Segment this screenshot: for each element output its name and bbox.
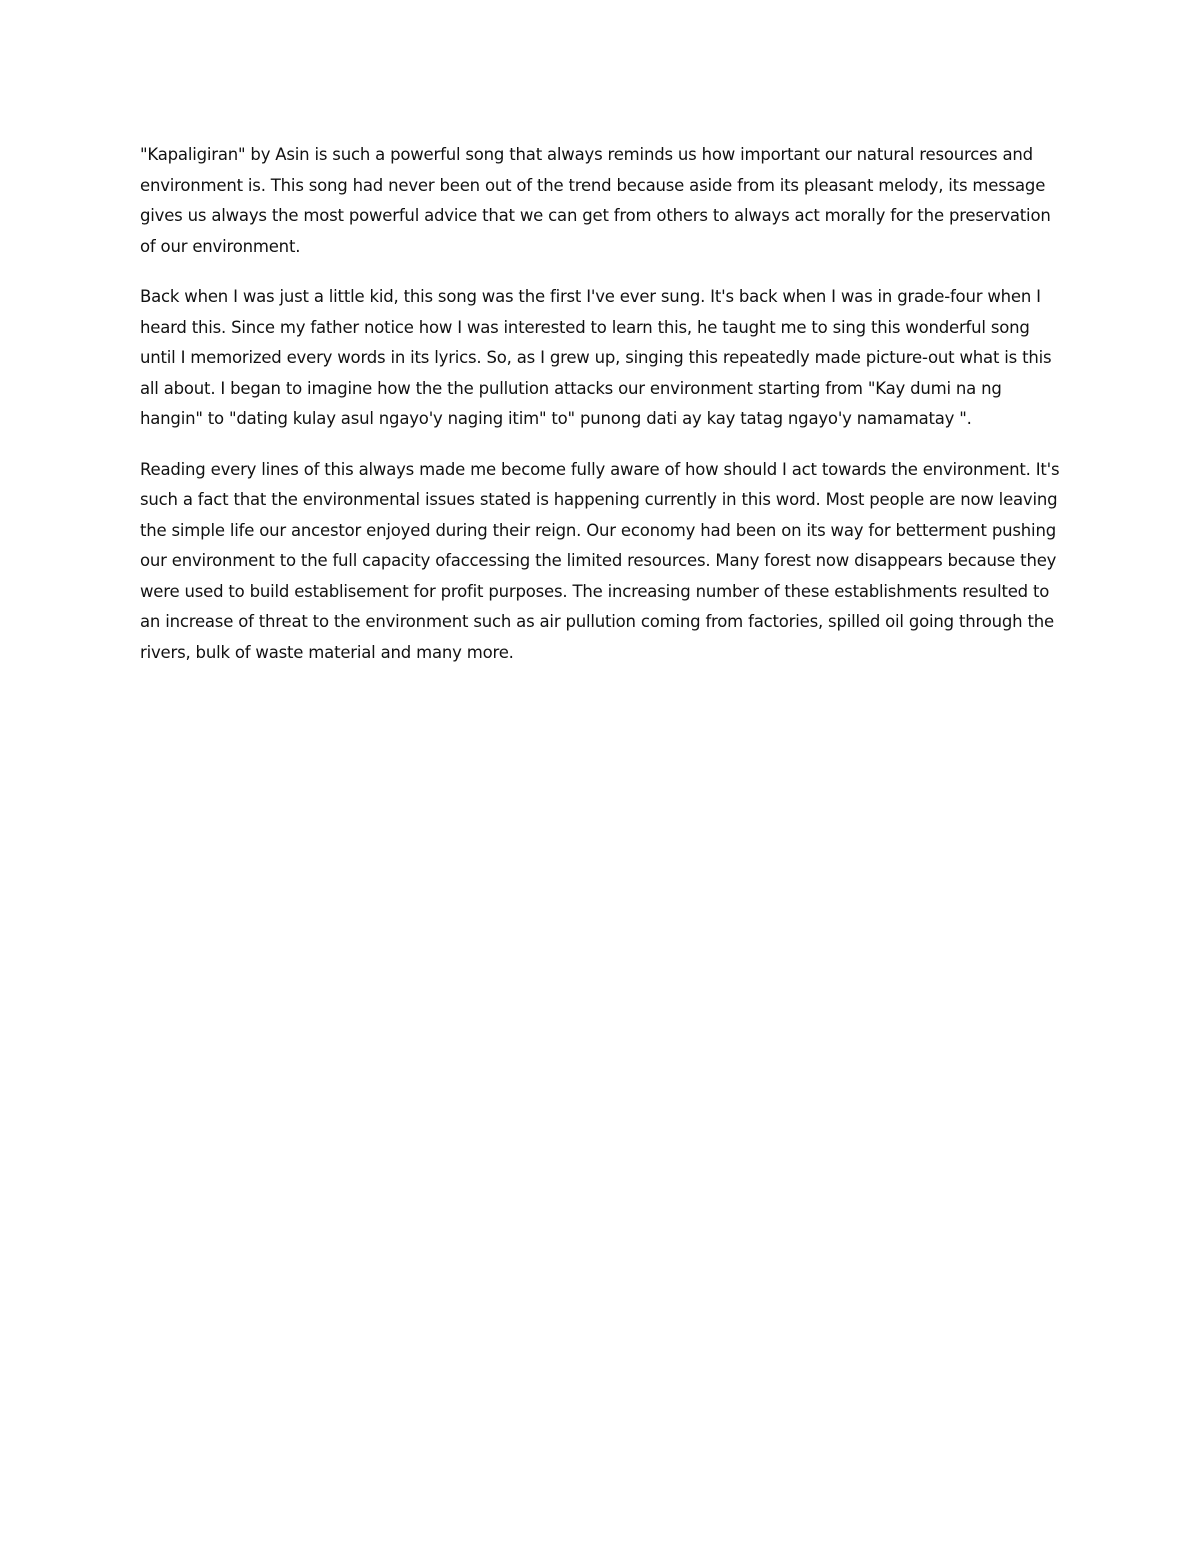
paragraph-2: Back when I was just a little kid, this song was the first I've ever sung. It's back when I was in grade-four when I heard this. Since my father notice how I was interested to learn this, he taught me to sing this wonderful song until I memorized every words in its lyrics. So, as I grew up, singing this repeatedly made picture-out what is this all about. I began to imagine how the the pullution attacks our environment starting from "Kay dumi na ng hangin" to "dating kulay asul ngayo'y naging itim" to" punong dati ay kay tatag ngayo'y namamatay ". bbox=[140, 287, 1052, 428]
paragraph-3: Reading every lines of this always made me become fully aware of how should I act towards the environment. It's such a fact that the environmental issues stated is happening currently in this word. Most people are now leaving the simple life our ancestor enjoyed during their reign. Our economy had been on its way for betterment pushing our environment to the full capacity ofaccessing the limited resources. Many forest now disappears because they were used to build establisement for profit purposes. The increasing number of these establishments resulted to an increase of threat to the environment such as air pullution coming from factories, spilled oil going through the rivers, bulk of waste material and many more. bbox=[140, 459, 1060, 662]
document-body bbox=[140, 140, 1065, 688]
paragraph-1: "Kapaligiran" by Asin is such a powerful song that always reminds us how important our natural resources and environment is. This song had never been out of the trend because aside from its pleasant melody, its message gives us always the most powerful advice that we can get from others to always act morally for the preservation of our environment. bbox=[140, 145, 1051, 256]
